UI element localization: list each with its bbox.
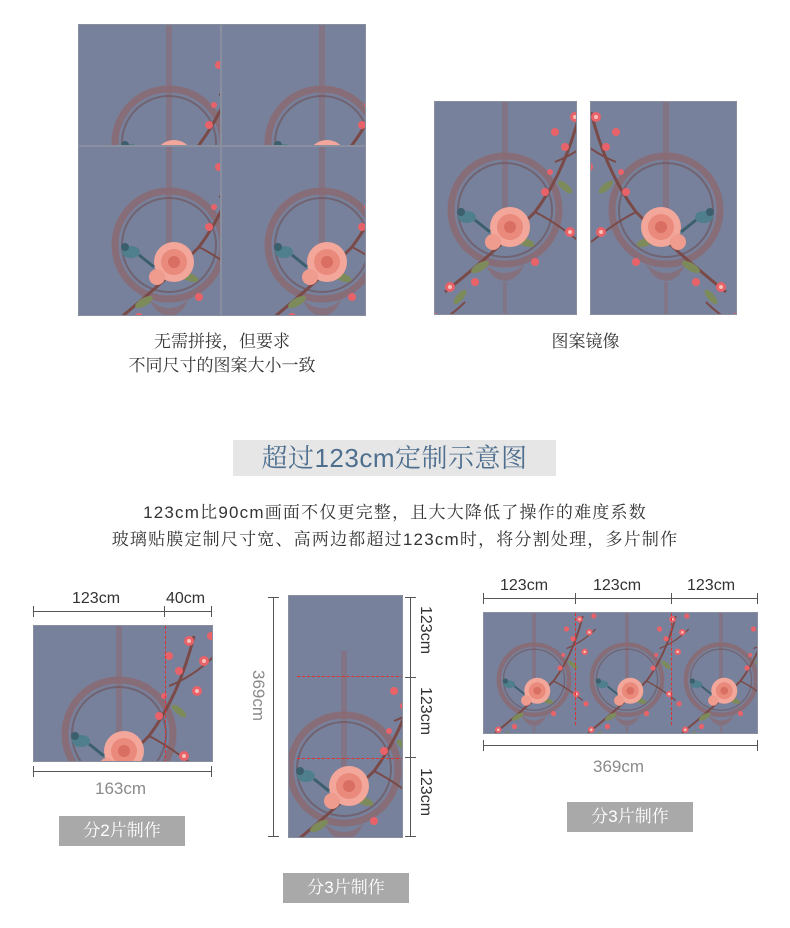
ex1-badge: 分2片制作 (59, 816, 185, 846)
ex1-tick (33, 606, 34, 617)
mirror-panel-right (590, 101, 737, 315)
ex2-cut-line-2 (297, 758, 403, 759)
caption-left (78, 330, 366, 378)
ex1-tick (164, 606, 165, 617)
ex3-seg3-label: 123cm (687, 577, 736, 594)
ex2-badge: 分3片制作 (283, 873, 409, 903)
ex3-tick (483, 593, 484, 604)
ex2-cut-line-1 (297, 676, 403, 677)
ex3-total-label: 369cm (593, 757, 645, 776)
ex2-tick (405, 757, 416, 758)
description-line1: 123cm比90cm画面不仅更完整，且大大降低了操作的难度系数 (143, 503, 647, 522)
ex3-cut-line-2 (671, 613, 672, 725)
ex1-top-dimension-line (33, 611, 212, 612)
ex1-tick (211, 606, 212, 617)
ex2-seg2-label: 123cm (417, 687, 434, 736)
ex1-seg1-label: 123cm (72, 590, 121, 607)
ex2-tick (405, 597, 416, 598)
ex1-bottom-dimension-line (33, 771, 212, 772)
ex1-artwork (33, 625, 213, 762)
mirror-panel-left (434, 101, 577, 315)
caption-left-line1: 无需拼接，但要求 (154, 332, 290, 351)
ex3-tick (671, 593, 672, 604)
ex2-total-label: 369cm (249, 670, 268, 722)
tile-bottom-left (78, 146, 221, 316)
ex3-tick (757, 740, 758, 751)
ex1-cut-line (165, 626, 166, 762)
ex2-tick (405, 677, 416, 678)
ex3-tick (757, 593, 758, 604)
ex3-cut-line-1 (575, 613, 576, 725)
ex2-seg3-label: 123cm (417, 768, 434, 817)
tile-bottom-right (221, 146, 366, 316)
ex3-tick (575, 593, 576, 604)
description-line2: 玻璃贴膜定制尺寸宽、高两边都超过123cm时，将分割处理，多片制作 (111, 530, 679, 549)
ex3-bottom-dimension-line (483, 745, 758, 746)
ex2-tick (268, 597, 279, 598)
caption-right: 图案镜像 (551, 332, 620, 351)
ex1-tick (33, 766, 34, 777)
ex3-artwork (483, 612, 758, 734)
tile-top-right (221, 24, 366, 146)
caption-left-line2: 不同尺寸的图案大小一致 (128, 356, 316, 375)
ex1-tick (211, 766, 212, 777)
ex3-top-dimension-line (483, 598, 758, 599)
ex3-seg1-label: 123cm (500, 577, 549, 594)
ex2-tick (268, 836, 279, 837)
ex2-left-dimension-line (273, 597, 274, 837)
ex2-artwork (288, 595, 403, 838)
ex3-tick (483, 740, 484, 751)
ex1-total-label: 163cm (95, 779, 147, 798)
ex2-seg1-label: 123cm (417, 606, 434, 655)
ex2-tick (405, 836, 416, 837)
section-title: 超过123cm定制示意图 (233, 440, 556, 476)
ex2-right-dimension-line (410, 597, 411, 837)
tiled-preview (78, 24, 366, 316)
tile-top-left (78, 24, 221, 146)
ex3-seg2-label: 123cm (593, 577, 642, 594)
ex3-badge: 分3片制作 (567, 802, 693, 832)
ex1-seg2-label: 40cm (166, 590, 206, 607)
